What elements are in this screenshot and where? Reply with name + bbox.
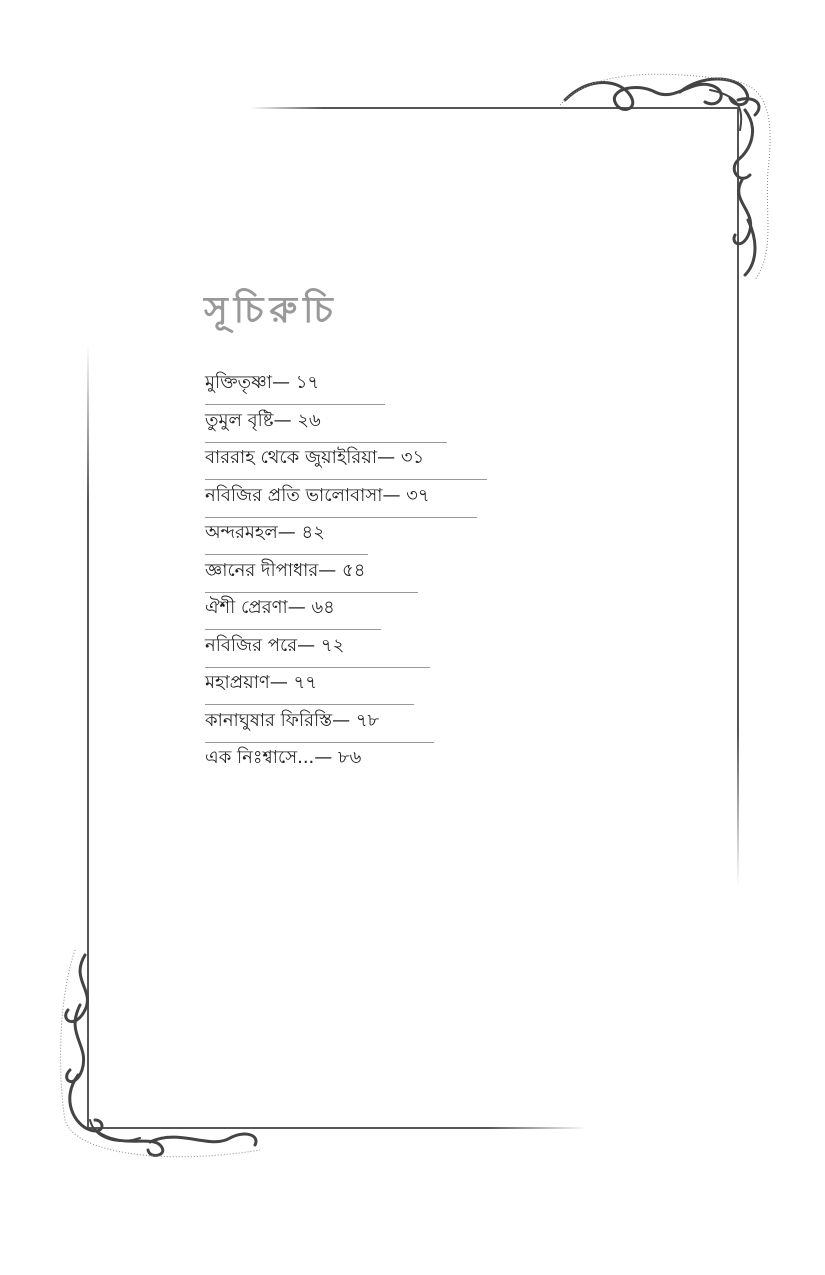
toc-entry[interactable] [205,668,430,706]
toc-entry-label: জ্ঞানের দীপাধার— ৫৪ [205,559,366,581]
table-of-contents [205,368,430,781]
toc-entry-label: এক নিঃশ্বাসে...— ৮৬ [205,747,362,768]
top-right-ornament-icon [560,70,790,285]
toc-entry[interactable] [205,406,430,444]
toc-entry[interactable] [205,368,430,406]
page-title: সূচিরুচি [204,290,339,331]
toc-entry[interactable] [205,443,430,481]
toc-entry-label: মুক্তিতৃষ্ণা— ১৭ [205,372,320,393]
toc-entry-label: বাররাহ থেকে জুয়াইরিয়া— ৩১ [205,447,425,468]
toc-entry[interactable] [205,518,430,556]
toc-entry-label: ঐশী প্রেরণা— ৬৪ [205,597,335,618]
toc-entry[interactable] [205,631,430,669]
toc-entry[interactable] [205,743,430,781]
toc-entry-label: তুমুল বৃষ্টি— ২৬ [205,409,321,431]
toc-entry[interactable] [205,556,430,594]
toc-entry-label: নবিজির প্রতি ভালোবাসা— ৩৭ [205,484,430,506]
toc-entry[interactable] [205,481,430,519]
toc-entry[interactable] [205,706,430,744]
toc-entry-label: নবিজির পরে— ৭২ [205,634,345,656]
toc-entry-label: মহাপ্রয়াণ— ৭৭ [205,672,317,693]
toc-entry-label: অন্দরমহল— ৪২ [205,522,325,543]
toc-entry[interactable] [205,593,430,631]
bottom-left-ornament-icon [50,950,265,1165]
toc-entry-label: কানাঘুষার ফিরিস্তি— ৭৮ [205,709,380,731]
